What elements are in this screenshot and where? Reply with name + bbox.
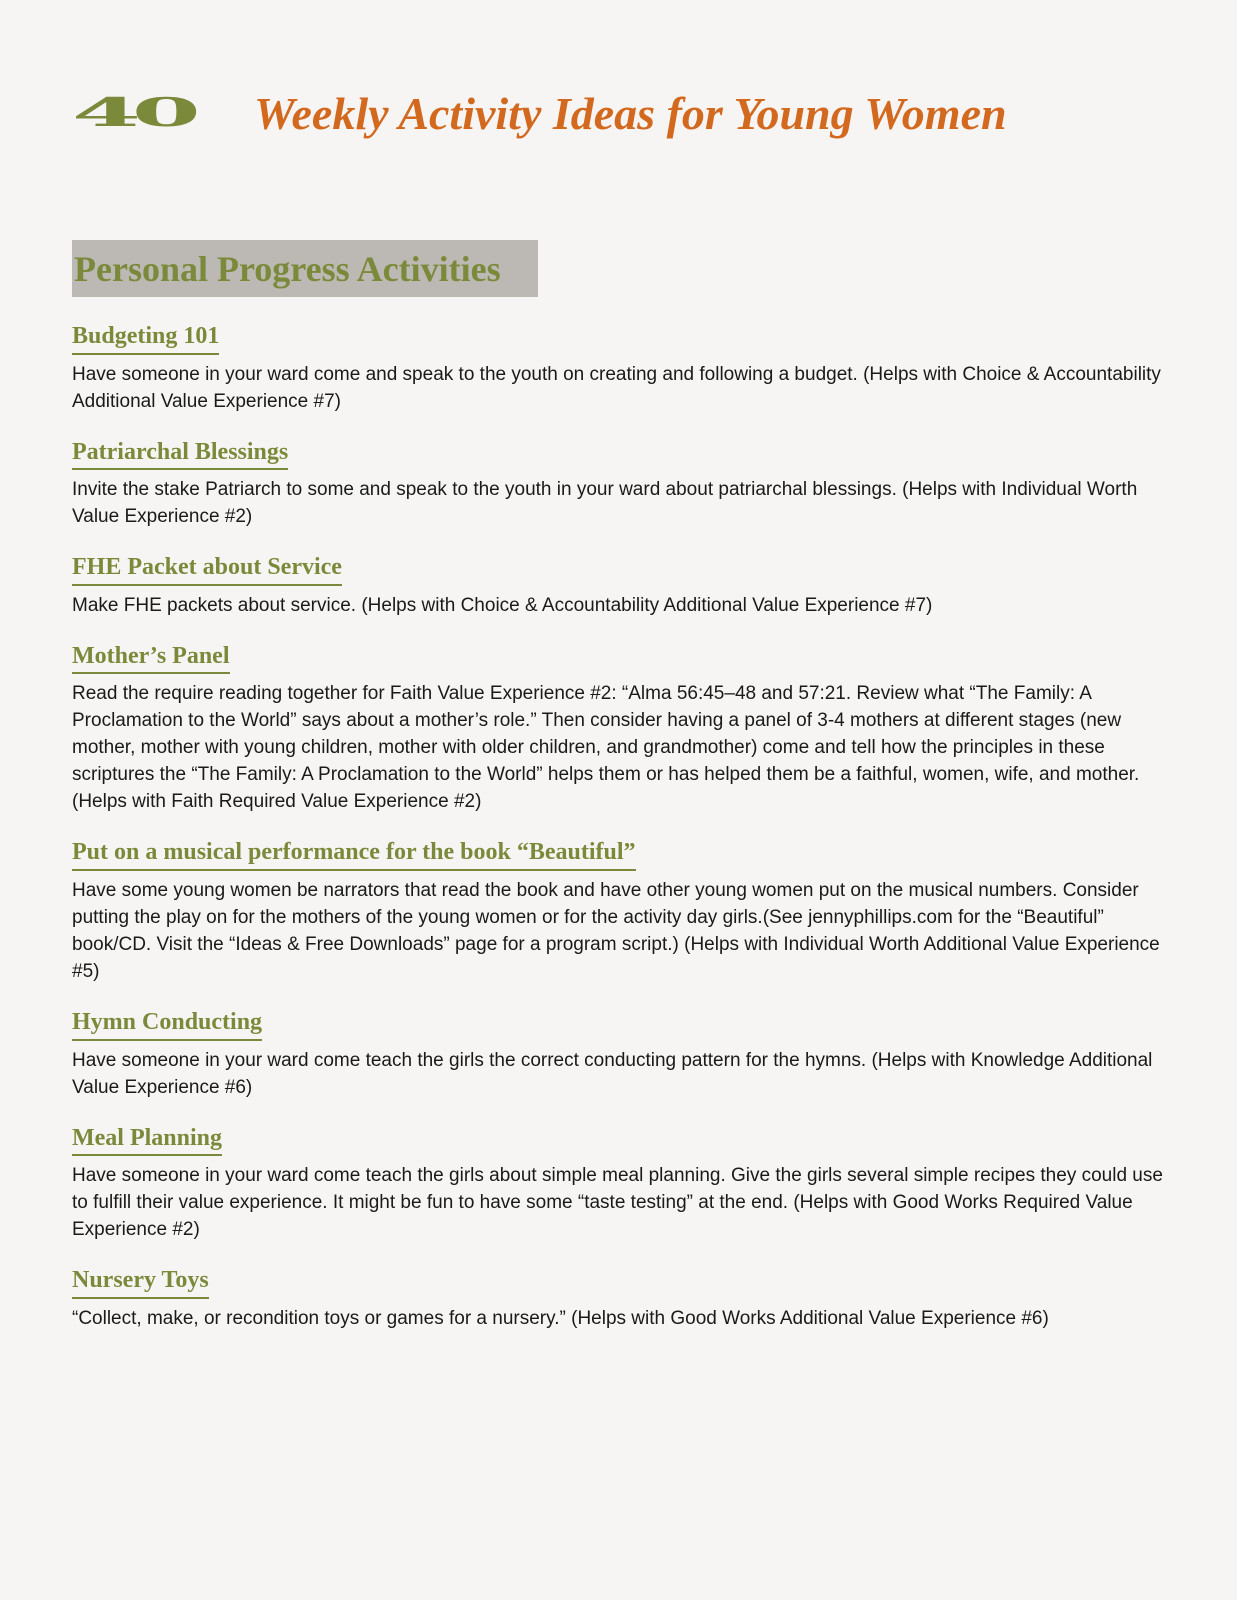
page-header: [72, 78, 1007, 148]
page-title: Weekly Activity Ideas for Young Women: [254, 87, 1007, 139]
activity-item: [72, 1125, 1172, 1244]
activity-item: [72, 1009, 1172, 1101]
activity-description: Have someone in your ward come teach the girls the correct conducting pattern for the hymns. (Helps with Knowledge Additional Value Experience #6): [72, 1049, 1153, 1098]
section-banner: [72, 240, 538, 297]
header-number: 40: [72, 89, 192, 136]
activity-description: Have some young women be narrators that read the book and have other young women put on the musical numbers. Consider putting the play on for the mothers of the young women or for the activity day girls.(See jennyphillips.com for the “Beautiful” book/CD. Visit the “Ideas & Free Downloads” page for a program script.) (Helps with Individual Worth Additional Value Experience #5): [72, 879, 1160, 982]
section-title: Personal Progress Activities: [74, 248, 501, 289]
activity-description: “Collect, make, or recondition toys or games for a nursery.” (Helps with Good Works Additional Value Experience #6): [72, 1307, 1049, 1329]
activity-item: [72, 439, 1172, 531]
activity-item: [72, 323, 1172, 415]
activity-description: Make FHE packets about service. (Helps with Choice & Accountability Additional Value Experience #7): [72, 594, 933, 616]
activity-item: [72, 554, 1172, 619]
activity-description: Read the require reading together for Faith Value Experience #2: “Alma 56:45–48 and 57:21. Review what “The Family: A Proclamation to the World” says about a mother’s role.” Then consider having a panel of 3-4 mothers at different stages (new mother, mother with young children, mother with older children, and grandmother) come and tell how the principles in these scriptures the “The Family: A Proclamation to the World” helps them or has helped them be a faithful, women, wife, and mother. (Helps with Faith Required Value Experience #2): [72, 683, 1140, 813]
activity-title: Hymn Conducting: [72, 1009, 262, 1041]
activity-description: Invite the stake Patriarch to some and speak to the youth in your ward about patriarchal blessings. (Helps with Individual Worth Value Experience #2): [72, 479, 1138, 528]
activity-title: FHE Packet about Service: [72, 554, 342, 586]
activity-item: [72, 839, 1172, 985]
activity-title: Mother’s Panel: [72, 643, 230, 675]
activity-description: Have someone in your ward come and speak to the youth on creating and following a budget. (Helps with Choice & Accountability Additional Value Experience #7): [72, 363, 1161, 412]
activity-title: Budgeting 101: [72, 323, 219, 355]
activity-item: [72, 1267, 1172, 1332]
activity-title: Patriarchal Blessings: [72, 439, 288, 471]
activity-description: Have someone in your ward come teach the girls about simple meal planning. Give the girls several simple recipes they could use to fulfill their value experience. It might be fun to have some “taste testing” at the end. (Helps with Good Works Required Value Experience #2): [72, 1165, 1163, 1241]
activity-title: Nursery Toys: [72, 1267, 209, 1299]
activity-title: Meal Planning: [72, 1125, 222, 1157]
activity-title: Put on a musical performance for the book “Beautiful”: [72, 839, 636, 871]
activity-item: [72, 643, 1172, 816]
activity-list: [72, 323, 1172, 1356]
